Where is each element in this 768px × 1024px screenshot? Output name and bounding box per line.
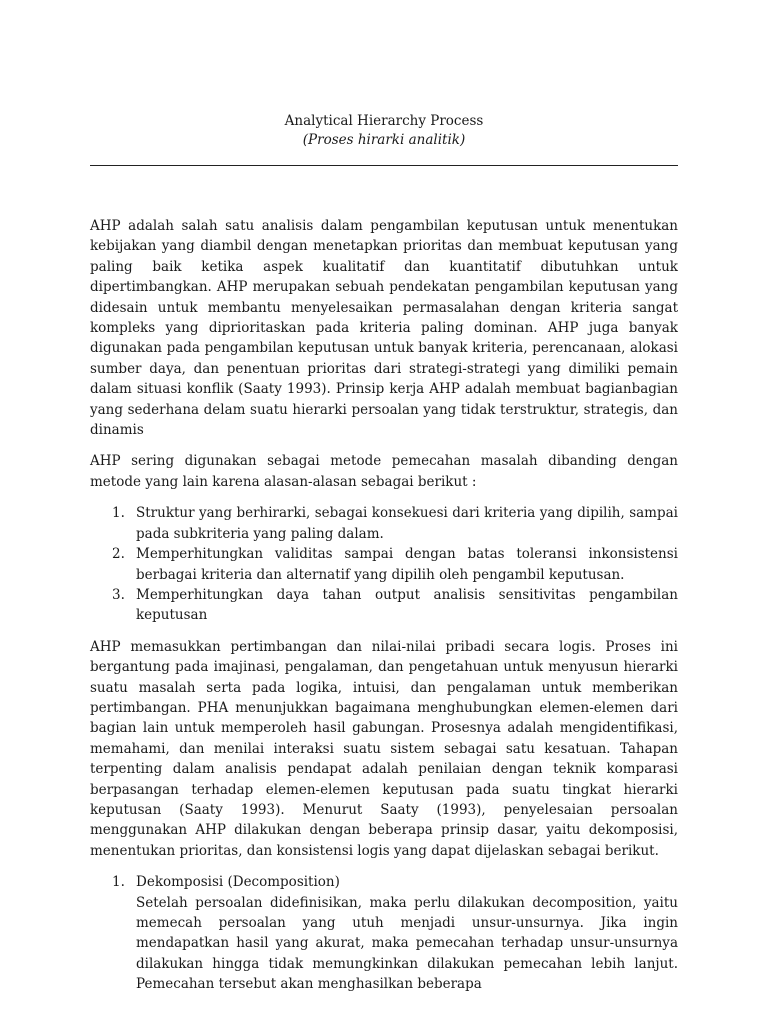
principles-paragraph: AHP memasukkan pertimbangan dan nilai-nilai pribadi secara logis. Proses ini bergantung pada imajinasi, pengalaman, dan pengetahuan untuk menyusun hierarki suatu masalah serta pada logika, intuisi, dan pengalaman untuk memberikan pertimbangan. PHA menunjukkan bagaimana menghubungkan elemen-elemen dari bagian lain untuk memperoleh hasil gabungan. Prosesnya adalah mengidentifikasi, memahami, dan menilai interaksi suatu sistem sebagai satu kesatuan. Tahapan terpenting dalam analisis pendapat adalah penilaian dengan teknik komparasi berpasangan terhadap elemen-elemen keputusan pada suatu tingkat hierarki keputusan (Saaty 1993). Menurut Saaty (1993), penyelesaian persoalan menggunakan AHP dilakukan dengan beberapa prinsip dasar, yaitu dekomposisi, menentukan prioritas, dan konsistensi logis yang dapat dijelaskan sebagai berikut. <box>90 638 678 859</box>
list-item-text: Memperhitungkan validitas sampai dengan batas toleransi inkonsistensi berbagai kriteria dan alternatif yang dipilih oleh pengambil keputusan. <box>136 546 678 583</box>
principle-heading: Dekomposisi (Decomposition) <box>136 874 340 891</box>
reasons-intro-paragraph: AHP sering digunakan sebagai metode pemecahan masalah dibanding dengan metode yang lain karena alasan-alasan sebagai berikut : <box>90 453 678 490</box>
list-item-number: 1. <box>112 505 125 522</box>
list-item <box>90 872 678 994</box>
principles-list <box>90 872 678 994</box>
list-item <box>90 544 678 585</box>
title-block <box>90 112 678 150</box>
document-title: Analytical Hierarchy Process <box>284 113 484 129</box>
list-item-number: 3. <box>112 586 125 603</box>
document-body <box>90 216 678 1006</box>
principle-text: Setelah persoalan didefinisikan, maka perlu dilakukan decomposition, yaitu memecah persoalan yang utuh menjadi unsur-unsurnya. Jika ingin mendapatkan hasil yang akurat, maka pemecahan terhadap unsur-unsurnya dilakukan hingga tidak memungkinkan dilakukan pemecahan lebih lanjut. Pemecahan tersebut akan menghasilkan beberapa <box>136 894 678 993</box>
horizontal-rule <box>90 165 678 166</box>
list-item <box>90 585 678 626</box>
reasons-list <box>90 503 678 625</box>
list-item <box>90 503 678 544</box>
list-item-number: 2. <box>112 546 125 563</box>
document-subtitle: (Proses hirarki analitik) <box>302 132 466 148</box>
list-item-number: 1. <box>112 874 125 891</box>
list-item-text: Memperhitungkan daya tahan output analisis sensitivitas pengambilan keputusan <box>136 586 678 624</box>
list-item-text: Struktur yang berhirarki, sebagai konsekuesi dari kriteria yang dipilih, sampai pada subkriteria yang paling dalam. <box>136 505 678 542</box>
intro-paragraph: AHP adalah salah satu analisis dalam pengambilan keputusan untuk menentukan kebijakan yang diambil dengan menetapkan prioritas dan membuat keputusan yang paling baik ketika aspek kualitatif dan kuantitatif dibutuhkan untuk dipertimbangkan. AHP merupakan sebuah pendekatan pengambilan keputusan yang didesain untuk membantu menyelesaikan permasalahan dengan kriteria sangat kompleks yang diprioritaskan pada kriteria paling dominan. AHP juga banyak digunakan pada pengambilan keputusan untuk banyak kriteria, perencanaan, alokasi sumber daya, dan penentuan prioritas dari strategi-strategi yang dimiliki pemain dalam situasi konflik (Saaty 1993). Prinsip kerja AHP adalah membuat bagianbagian yang sederhana delam suatu hierarki persoalan yang tidak terstruktur, strategis, dan dinamis <box>90 218 678 439</box>
list-item-body <box>136 872 678 994</box>
